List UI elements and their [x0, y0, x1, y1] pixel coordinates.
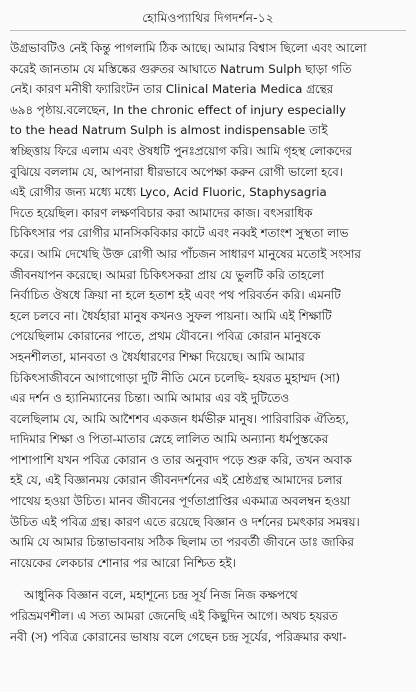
text-line: নায়েকের লেকচার শোনার পর আরো নিশ্চিত হই।	[10, 555, 236, 570]
text-line: বুঝিয়ে বললাম যে, আপনারা ধীরভাবে অপেক্ষা করুন রোগী ভালো হবে।	[10, 164, 343, 179]
text-line: স্বচ্ছিত্তায় ফিরে এলাম এবং ঔষধটি পুনঃপ্রয়োগ করি। আমি গৃহস্থ লোকদের	[10, 143, 352, 158]
text-line: আধুনিক বিজ্ঞান বলে, মহাশূন্যে চন্দ্র সূর্য নিজ নিজ কক্ষপথে	[24, 588, 298, 603]
text-line: এই রোগীর জন্য মধ্যে মধ্যে Lyco, Acid Fluoric, Staphysagria	[10, 185, 327, 200]
text-line: বলেছিলাম যে, আমি আশৈশব একজন ধর্মভীরু মানুষ। পারিবারিক ঐতিহ্য,	[10, 411, 350, 426]
text-line: ৬৯৪ পৃষ্ঠায়.বলেছেন, In the chronic effect of injury especially	[10, 102, 347, 117]
text-line: আমি যে আমার চিন্তাভাবনায় সঠিক ছিলাম তা পরবর্তী জীবনে ডাঃ জাকির	[10, 535, 354, 550]
header-divider	[10, 30, 406, 31]
text-line: চিকিৎসাজীবনে আগাগোড়া দুটি নীতি মেনে চলেছি- হযরত মুহাম্মদ (সা)	[10, 370, 341, 385]
body-text	[10, 38, 406, 647]
text-line: পরিভ্রমণশীল। এ সত্য আমরা জেনেছি এই কিছুদিন আগে। অথচ হযরত	[10, 609, 338, 624]
text-line: দিতে হয়েছিল। কারণ লক্ষণবিচার করা আমাদের কাজ। বৎসরাধিক	[10, 205, 313, 220]
text-line: চিকিৎসার পর রোগীর মানসিকবিকার কাটে এবং নব্বই শতাংশ সুস্থতা লাভ	[10, 226, 349, 241]
text-line: দাদিমার শিক্ষা ও পিতা-মাতার স্নেহে লালিত আমি অন্যান্য ধর্মপুস্তকের	[10, 432, 329, 447]
text-line: পাশাপাশি যখন পবিত্র কোরান ও তার অনুবাদ পড়ে শুরু করি, তখন অবাক	[10, 452, 352, 467]
text-line: পাথেয় হওয়া উচিত। মানব জীবনের পূর্ণতাপ্রাপ্তির একমাত্র অবলম্বন হওয়া	[10, 494, 351, 509]
text-line: উচিত এই পবিত্র গ্রন্থ। কারণ এতে রয়েছে বিজ্ঞান ও দর্শনের চমৎকার সমন্বয়।	[10, 514, 360, 529]
text-line: জীবনযাপন করেছে। আমরা চিকিৎসকরা প্রায় যে ভুলটি করি তাহলো	[10, 267, 324, 282]
text-line: নেই। কারণ মনীষী ফ্যারিংটন তার Clinical Materia Medica গ্রন্থের	[10, 82, 334, 97]
text-line: নবী (স) পবিত্র কোরানের ভাষায় বলে গেছেন চন্দ্র সূর্যের, পরিক্রমার কথা-	[10, 629, 347, 644]
paragraph-1	[10, 38, 406, 573]
text-line: করেই জানতাম যে মস্তিষ্কের গুরুতর আঘাতে Natrum Sulph ছাড়া গতি	[10, 61, 352, 76]
text-line: হলে চলবে না। ধৈর্যহারা মানুষ কখনও সুফল পায়না। আমি এই শিক্ষাটি	[10, 308, 332, 323]
text-line: পেয়েছিলাম কোরানের পাতে, প্রথম যৌবনে। পবিত্র কোরান মানুষকে	[10, 329, 321, 344]
running-header: হোমিওপ্যাথির দিগদর্শন-১২	[142, 11, 274, 25]
text-line: এর দর্শন ও হ্যানিম্যানের চিন্তা। আমি আমার এর বই দুটিতেও	[10, 391, 290, 406]
text-line: হই যে, এই বিজ্ঞানময় কোরান জীবনদর্শনের এই শ্রেষ্ঠগ্রন্থ আমাদের চলার	[10, 473, 343, 488]
paragraph-2	[10, 585, 406, 647]
text-line: to the head Natrum Sulph is almost indispensable তাই	[10, 123, 328, 138]
text-line: করে। আমি দেখেছি উক্ত রোগী আর পাঁচজন সাধারণ মানুষের মতোই সংসার	[10, 246, 361, 261]
paragraph-gap	[10, 573, 406, 585]
text-line: উগ্রভাবটিও নেই কিন্তু পাগলামি ঠিক আছে। আমার বিশ্বাস ছিলো এবং আলো	[10, 41, 367, 55]
text-line: নির্বাচিত ঔষধে ক্রিয়া না হলে হতাশ হই এবং পথ পরিবর্তন করি। এমনটি	[10, 288, 341, 303]
text-line: সহনশীলতা, মানবতা ও ধৈর্যধারণের শিক্ষা দিয়েছে। আমি আমার	[10, 349, 305, 364]
